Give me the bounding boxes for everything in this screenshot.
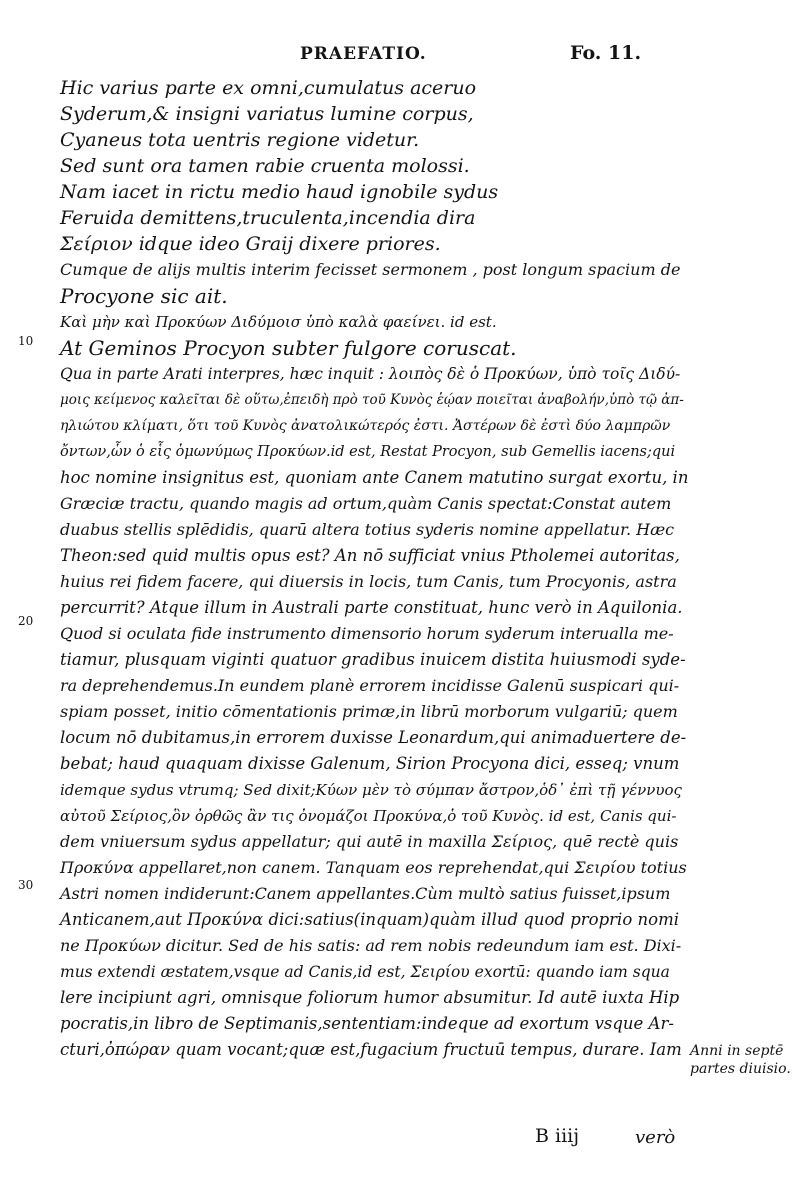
line-number-30: 30 (18, 878, 34, 892)
text-line: Nam iacet in rictu medio haud ignobile sydus (60, 181, 499, 203)
text-line: Σείριον idque ideo Graij dixere priores. (60, 233, 441, 255)
text-line: Astri nomen indiderunt:Canem appellantes.Cùm multò satius fuisset,ipsum (60, 884, 671, 903)
text-line: dem vniuersum sydus appellatur; qui autē in maxilla Σείριος, quē rectè quis (60, 832, 679, 851)
greek-verse-line: Καὶ μὴν καὶ Προκύων Διδύμοισ ὑπὸ καλὰ φαείνει. id est. (60, 313, 497, 331)
margin-note-line: Anni in septē (690, 1043, 784, 1059)
text-line: Feruida demittens,truculenta,incendia dira (60, 207, 476, 229)
text-line: At Geminos Procyon subter fulgore coruscat. (60, 336, 517, 360)
text-line: tiamur, plusquam viginti quatuor gradibus inuicem distita huiusmodi syde- (60, 650, 686, 669)
text-line: Sed sunt ora tamen rabie cruenta molossi. (60, 155, 470, 177)
text-line: Græciæ tractu, quando magis ad ortum,quàm Canis spectat:Constat autem (60, 494, 672, 513)
text-line: Quod si oculata fide instrumento dimensorio horum syderum interualla me- (60, 624, 674, 643)
text-line: mus extendi æstatem,vsque ad Canis,id est, Σειρίου exortū: quando iam squa (60, 963, 670, 981)
catchword: verò (635, 1127, 676, 1148)
text-line: pocratis,in libro de Septimanis,sententiam:indeque ad exortum vsque Ar- (60, 1014, 674, 1033)
line-number-10: 10 (18, 334, 34, 348)
text-line: locum nō dubitamus,in errorem duxisse Leonardum,qui animaduertere de- (60, 728, 687, 747)
text-line: Syderum,& insigni variatus lumine corpus, (60, 103, 474, 125)
text-line: idemque sydus vtrumq; Sed dixit;Κύων μὲν τὸ σύμπαν ἄστρον,ὁδ᾽ ἐπὶ τῇ γέννυος (60, 781, 682, 799)
text-line: cturi,ὀπώραν quam vocant;quæ est,fugacium fructuū tempus, durare. Iam (60, 1040, 682, 1059)
signature-mark: B iiij (535, 1125, 580, 1147)
text-line: Hic varius parte ex omni,cumulatus aceruo (60, 77, 477, 99)
greek-line: μοις κείμενος καλεῖται δὲ οὕτω,ἐπειδὴ πρὸ τοῦ Κυνὸς ἑῴαν ποιεῖται ἀναβολήν,ὑπὸ τῷ ἀπ- (60, 392, 684, 408)
greek-line: ηλιώτου κλίματι, ὅτι τοῦ Κυνὸς ἀνατολικώτερός ἐστι. Ἀστέρων δὲ ἐστὶ δύο λαμπρῶν (60, 418, 671, 434)
text-line: ὄντων,ὧν ὁ εἷς ὁμωνύμως Προκύων.id est, Restat Procyon, sub Gemellis iacens;qui (60, 444, 676, 460)
text-line: percurrit? Atque illum in Australi parte constituat, hunc verò in Aquilonia. (60, 598, 683, 617)
text-line: ra deprehendemus.In eundem planè errorem incidisse Galenū suspicari qui- (60, 676, 680, 695)
text-line: bebat; haud quaquam dixisse Galenum, Sirion Procyona dici, esseq; vnum (60, 754, 680, 773)
running-head: PRAEFATIO. (300, 44, 427, 64)
text-line: lere incipiunt agri, omnisque foliorum humor absumitur. Id autē iuxta Hip (60, 988, 680, 1007)
text-line: hoc nomine insignitus est, quoniam ante Canem matutino surgat exortu, in (60, 468, 689, 487)
text-line: ne Προκύων dicitur. Sed de his satis: ad rem nobis redeundum iam est. Dixi- (60, 936, 682, 955)
margin-note (690, 1042, 795, 1078)
text-line: Προκύνα appellaret,non canem. Tanquam eos reprehendat,qui Σειρίου totius (60, 858, 687, 877)
text-line: huius rei fidem facere, qui diuersis in locis, tum Canis, tum Procyonis, astra (60, 572, 677, 591)
text-line: Qua in parte Arati interpres, hæc inquit : λοιπὸς δὲ ὁ Προκύων, ὑπὸ τοῖς Διδύ- (60, 365, 681, 383)
line-number-20: 20 (18, 614, 34, 628)
text-line: Cumque de alijs multis interim fecisset sermonem , post longum spacium de (60, 260, 681, 279)
text-line: Anticanem,aut Προκύνα dici:satius(inquam)quàm illud quod proprio nomi (60, 910, 679, 929)
margin-note-line: partes diuisio. (690, 1061, 791, 1077)
folio-number: Fo. 11. (570, 42, 642, 64)
text-line: αὐτοῦ Σείριος,ὃν ὀρθῶς ἂν τις ὀνομάζοι Προκύνα,ὁ τοῦ Κυνὸς. id est, Canis qui- (60, 807, 677, 825)
text-line: duabus stellis splēdidis, quarū altera totius syderis nomine appellatur. Hæc (60, 520, 675, 539)
text-line: Cyaneus tota uentris regione videtur. (60, 129, 420, 151)
text-line: Theon:sed quid multis opus est? An nō sufficiat vnius Ptholemei autoritas, (60, 546, 680, 565)
text-line: Procyone sic ait. (60, 284, 228, 308)
text-line: spiam posset, initio cōmentationis primæ,in librū morborum vulgariū; quem (60, 702, 678, 721)
